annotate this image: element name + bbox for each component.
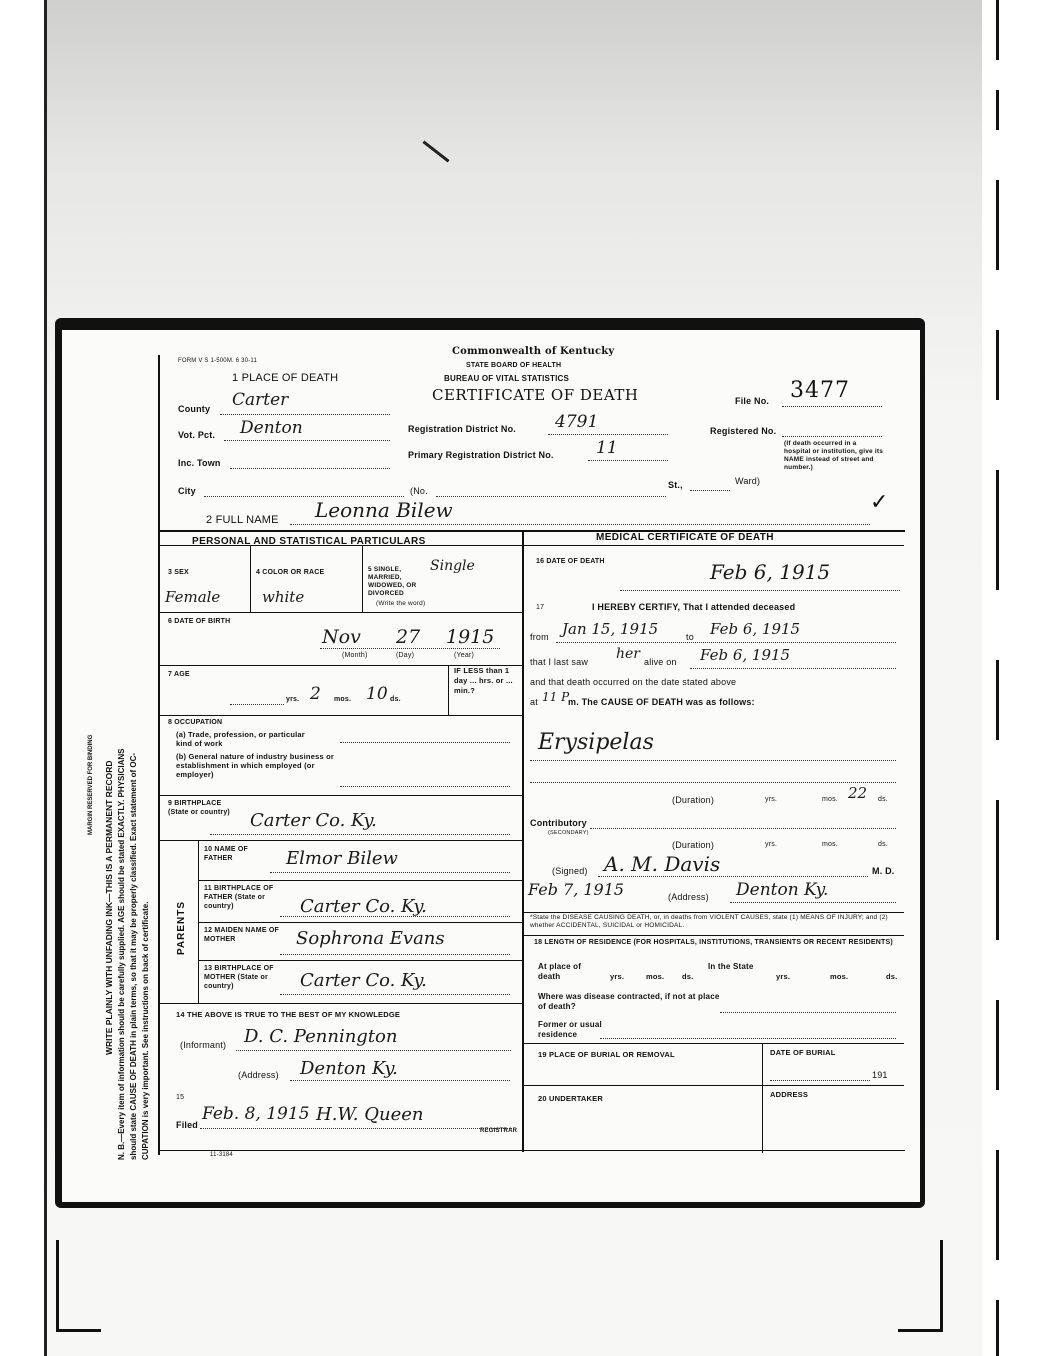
attended-to: Feb 6, 1915 — [710, 620, 801, 638]
contracted-label: Where was disease contracted, if not at place of death? — [538, 992, 720, 1011]
mother-value: Sophrona Evans — [296, 928, 445, 949]
divider — [160, 715, 522, 716]
date-of-death-line — [620, 590, 900, 591]
contracted-line — [720, 1012, 896, 1013]
divider — [160, 1003, 522, 1004]
registrar-signature: H.W. Queen — [316, 1104, 424, 1125]
father-birthplace-line — [280, 916, 510, 917]
divider — [250, 545, 251, 612]
state-yrs-label: yrs. — [776, 972, 791, 981]
age-months: 2 — [310, 684, 321, 704]
cause-line-2 — [530, 782, 896, 783]
vot-pct-value: Denton — [240, 418, 303, 438]
crop-mark — [56, 1240, 59, 1332]
street-line — [436, 496, 666, 497]
in-state-label: In the State — [708, 962, 754, 971]
duration-mos-label: mos. — [822, 796, 838, 803]
age-label: 7 AGE — [168, 671, 190, 678]
cause-label: m. The CAUSE OF DEATH was as follows: — [568, 697, 755, 707]
divider — [160, 1150, 905, 1151]
cause-of-death: Erysipelas — [538, 730, 654, 755]
address-line — [290, 1080, 510, 1081]
duration-ds-label: ds. — [878, 796, 888, 803]
sign-address-label: (Address) — [668, 892, 709, 902]
from-label: from — [530, 632, 549, 642]
crop-mark — [56, 1329, 101, 1332]
year-label: (Year) — [454, 652, 475, 659]
reg-district-value: 4791 — [555, 412, 599, 432]
divider — [448, 665, 449, 715]
color-value: white — [262, 588, 305, 606]
film-edge-left — [0, 0, 47, 1356]
divider — [362, 545, 363, 612]
attended-from: Jan 15, 1915 — [562, 620, 659, 638]
contrib-yrs-label: yrs. — [765, 841, 778, 848]
primary-district-label: Primary Registration District No. — [408, 450, 554, 460]
burial-year: 191 — [872, 1070, 888, 1080]
mother-birthplace-line — [280, 994, 510, 995]
reg-district-label: Registration District No. — [408, 424, 517, 434]
margin-instruction: should state CAUSE OF DEATH in plain terms, so that it may be properly classified. Exact statement of OC- — [129, 752, 138, 1160]
margin-instruction: N. B.—Every item of information should be carefully supplied. AGE should be stated EXACTLY. PHYSICIANS — [117, 748, 126, 1160]
last-saw-who: her — [616, 646, 640, 662]
res-ds-label: ds. — [682, 972, 694, 981]
margin-instruction: MARGIN RESERVED FOR BINDING — [88, 734, 94, 835]
divider — [198, 960, 522, 961]
residence-label: 18 LENGTH OF RESIDENCE (FOR HOSPITALS, INSTITUTIONS, TRANSIENTS OR RECENT RESIDENTS) — [534, 939, 893, 946]
commonwealth-heading: Commonwealth of Kentucky — [452, 346, 615, 357]
res-yrs-label: yrs. — [610, 972, 625, 981]
filed-date: Feb. 8, 1915 — [202, 1104, 310, 1124]
contributory-line — [590, 828, 896, 829]
divider — [160, 795, 522, 796]
occupation-b-line — [340, 786, 510, 787]
occupation-line — [340, 742, 510, 743]
dob-label: 6 DATE OF BIRTH — [168, 618, 231, 625]
occupation-a-label: (a) Trade, profession, or particular kind of work — [176, 730, 305, 748]
film-edge-right — [982, 0, 1052, 1356]
hospital-note: (If death occurred in a hospital or institution, give its NAME instead of street and number.) — [784, 440, 884, 471]
dob-line — [320, 648, 500, 649]
inc-town-line — [230, 468, 390, 469]
former-residence-label: Former or usual residence — [538, 1020, 602, 1039]
inc-town-label: Inc. Town — [178, 458, 221, 468]
birthplace-line — [210, 834, 510, 835]
res-mos-label: mos. — [646, 972, 665, 981]
birthplace-value: Carter Co. Ky. — [250, 810, 377, 831]
form-number: FORM V S 1-500M. 6 30-11 — [178, 358, 258, 364]
file-number: 3477 — [790, 378, 850, 403]
occurred-statement: and that death occurred on the date stated above — [530, 677, 737, 687]
contrib-duration-label: (Duration) — [672, 840, 715, 850]
signed-date: Feb 7, 1915 — [528, 880, 625, 899]
certify-statement: I HEREBY CERTIFY, That I attended deceased — [592, 602, 796, 612]
full-name-line — [290, 524, 870, 525]
divider — [524, 545, 904, 546]
month-label: (Month) — [342, 652, 368, 659]
true-statement-label: 14 THE ABOVE IS TRUE TO THE BEST OF MY KNOWLEDGE — [176, 1010, 401, 1019]
ward-label: Ward) — [735, 476, 761, 486]
crop-mark — [898, 1329, 943, 1332]
at-place-label: At place of death — [538, 962, 582, 981]
date-of-death-value: Feb 6, 1915 — [710, 560, 831, 584]
last-saw-label: that I last saw — [530, 657, 589, 667]
address-label: (Address) — [238, 1070, 279, 1080]
full-name-label: 2 FULL NAME — [206, 514, 279, 526]
age-yrs-line — [230, 704, 284, 705]
file-no-label: File No. — [735, 396, 770, 406]
burial-place-label: 19 PLACE OF BURIAL OR REMOVAL — [538, 1050, 675, 1059]
undertaker-label: 20 UNDERTAKER — [538, 1094, 603, 1103]
informant-label: (Informant) — [180, 1040, 227, 1050]
medical-section-title: MEDICAL CERTIFICATE OF DEATH — [596, 532, 774, 543]
divider — [524, 1085, 904, 1086]
father-birthplace-value: Carter Co. Ky. — [300, 896, 427, 917]
address-value: Denton Ky. — [300, 1058, 398, 1079]
physician-signature: A. M. Davis — [604, 852, 721, 876]
column-divider — [522, 532, 524, 1152]
county-label: County — [178, 404, 211, 414]
signed-address: Denton Ky. — [736, 880, 829, 900]
sex-label: 3 SEX — [168, 569, 189, 576]
age-yrs-label: yrs. — [286, 696, 300, 703]
undertaker-address-label: ADDRESS — [770, 1090, 809, 1099]
checkmark: ✓ — [870, 490, 889, 515]
mother-line — [280, 954, 510, 955]
primary-district-line — [588, 460, 668, 461]
signed-line — [598, 876, 868, 877]
alive-on-label: alive on — [644, 657, 677, 667]
crop-mark — [940, 1240, 943, 1332]
burial-date-line — [770, 1080, 870, 1081]
secondary-label: (SECONDARY) — [548, 830, 589, 836]
father-line — [270, 872, 510, 873]
contrib-mos-label: mos. — [822, 841, 838, 848]
signed-label: (Signed) — [552, 866, 588, 876]
age-mos-label: mos. — [334, 696, 352, 703]
county-value: Carter — [232, 390, 289, 410]
full-name-value: Leonna Bilew — [315, 498, 453, 522]
less-than-day-label: IF LESS than 1 day ... hrs. or ... min.? — [454, 666, 513, 695]
street-label: St., — [668, 480, 683, 490]
date-of-death-label: 16 DATE OF DEATH — [536, 558, 605, 565]
vot-pct-line — [224, 440, 390, 441]
marital-status-value: Single — [430, 558, 475, 574]
contrib-ds-label: ds. — [878, 841, 888, 848]
father-value: Elmor Bilew — [286, 848, 398, 869]
divider — [160, 612, 522, 613]
informant-value: D. C. Pennington — [244, 1026, 398, 1047]
board-heading: STATE BOARD OF HEALTH — [466, 362, 562, 369]
personal-section-title: PERSONAL AND STATISTICAL PARTICULARS — [192, 536, 426, 547]
duration-yrs-label: yrs. — [765, 796, 778, 803]
alive-on-value: Feb 6, 1915 — [700, 646, 791, 664]
mother-birthplace-label: 13 BIRTHPLACE OF MOTHER (State or country) — [204, 965, 274, 990]
date-of-burial-label: DATE OF BURIAL — [770, 1048, 836, 1057]
occupation-label: 8 OCCUPATION — [168, 719, 223, 726]
mother-label: 12 MAIDEN NAME OF MOTHER — [204, 927, 279, 943]
occupation-b-label: (b) General nature of industry business or establishment in which employed (or employer) — [176, 752, 335, 779]
divider — [198, 922, 522, 923]
divider — [160, 840, 522, 841]
mother-birthplace-value: Carter Co. Ky. — [300, 970, 427, 991]
color-label: 4 COLOR OR RACE — [256, 569, 325, 576]
age-days: 10 — [366, 684, 388, 704]
dob-month: Nov — [322, 626, 361, 648]
vot-pct-label: Vot. Pct. — [178, 430, 216, 440]
sex-value: Female — [165, 588, 221, 606]
divider — [198, 880, 522, 881]
marital-status-note: (Write the word) — [376, 600, 426, 607]
time-of-death: 11 P — [542, 690, 570, 704]
divider — [524, 912, 904, 913]
county-line — [220, 414, 390, 415]
attended-line — [556, 642, 896, 643]
city-line — [204, 496, 404, 497]
state-mos-label: mos. — [830, 972, 849, 981]
registered-no-label: Registered No. — [710, 426, 777, 436]
former-residence-line — [600, 1038, 896, 1039]
duration-label: (Duration) — [672, 795, 715, 805]
day-label: (Day) — [396, 652, 415, 659]
city-no-label: (No. — [410, 486, 428, 496]
parents-label: PARENTS — [176, 900, 187, 955]
contributory-label: Contributory — [530, 818, 587, 828]
registrar-label: REGISTRAR — [480, 1128, 518, 1134]
certify-number: 17 — [536, 604, 545, 611]
bureau-heading: BUREAU OF VITAL STATISTICS — [444, 374, 570, 383]
alive-on-line — [690, 668, 896, 669]
reg-district-line — [548, 434, 668, 435]
file-no-line — [782, 406, 882, 407]
dob-day: 27 — [396, 626, 421, 648]
informant-line — [236, 1050, 511, 1051]
border-left — [158, 355, 160, 1155]
birthplace-label: 9 BIRTHPLACE (State or country) — [168, 800, 230, 816]
margin-instruction: WRITE PLAINLY WITH UNFADING INK—THIS IS A PERMANENT RECORD — [104, 760, 114, 1055]
registrar-line — [200, 1128, 512, 1129]
cause-note: *State the DISEASE CAUSING DEATH, or, in deaths from VIOLENT CAUSES, state (1) MEANS OF INJURY; and (2) whether ACCIDENTAL, SUICIDAL or HOMICIDAL. — [530, 914, 888, 929]
primary-district-value: 11 — [596, 438, 618, 458]
md-label: M. D. — [872, 866, 895, 876]
margin-instruction: CUPATION is very important. See instructions on back of certificate. — [141, 901, 150, 1160]
form-footer: 11-3184 — [210, 1152, 233, 1158]
ward-line — [690, 490, 730, 491]
divider — [160, 530, 905, 532]
divider — [524, 1043, 904, 1044]
filed-number: 15 — [176, 1094, 185, 1101]
duration-days: 22 — [848, 784, 868, 802]
marital-status-label: 5 SINGLE, MARRIED, WIDOWED, OR DIVORCED — [368, 566, 417, 597]
age-ds-label: ds. — [390, 696, 401, 703]
to-label: to — [686, 632, 694, 642]
cause-line-1 — [530, 760, 896, 761]
state-ds-label: ds. — [886, 972, 898, 981]
divider — [762, 1043, 763, 1153]
certificate-title: CERTIFICATE OF DEATH — [432, 386, 639, 404]
dob-year: 1915 — [446, 626, 495, 648]
father-birthplace-label: 11 BIRTHPLACE OF FATHER (State or country) — [204, 885, 274, 910]
at-label: at — [530, 697, 538, 707]
city-label: City — [178, 486, 196, 496]
registered-no-line — [782, 436, 882, 437]
filed-label: Filed — [176, 1120, 199, 1130]
divider — [198, 840, 199, 1003]
father-label: 10 NAME OF FATHER — [204, 846, 249, 862]
divider — [524, 935, 904, 936]
place-of-death-label: 1 PLACE OF DEATH — [232, 372, 339, 384]
signed-address-line — [730, 902, 896, 903]
